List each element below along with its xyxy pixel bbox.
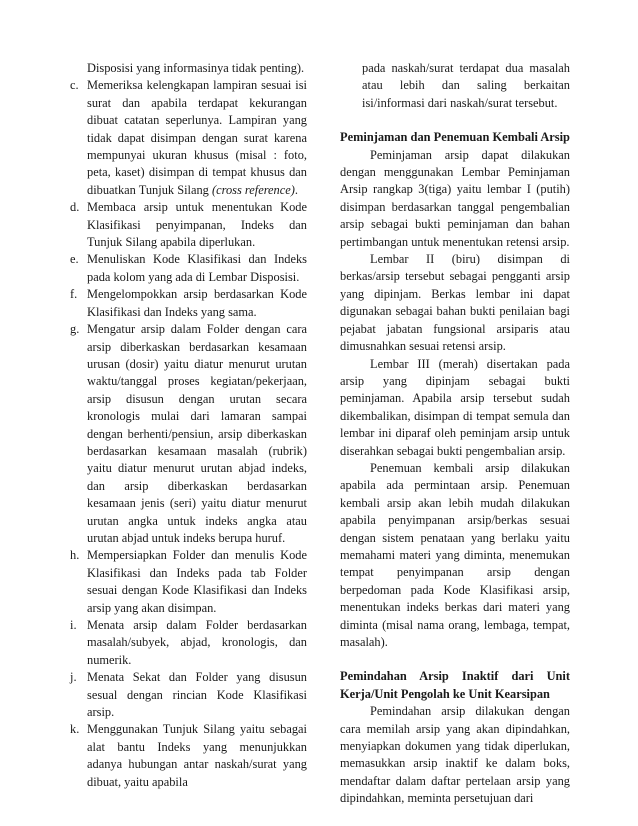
paragraph: Penemuan kembali arsip dilakukan apabila ada permintaan arsip. Penemuan kembali arsip akan lebih mudah dilakukan apabila penyimpanan arsip/berkas sesuai dengan sistem penataan yang berlaku yaitu memahami materi yang diminta, menemukan tempat penyimpanan arsip dengan berpedoman pada Kode Klasifikasi arsip, menentukan indeks berkas dari materi yang diminta (misal nama orang, lembaga, tempat, masalah). xyxy=(340,460,570,649)
list-item xyxy=(70,617,307,669)
list-item-text: Menggunakan Tunjuk Silang yaitu sebagai alat bantu Indeks yang menunjukkan adanya hubungan antar naskah/surat yang dibuat, yaitu apabila xyxy=(87,722,307,789)
left-column xyxy=(70,60,307,791)
italic-term: (cross reference) xyxy=(211,182,295,197)
list-marker: d. xyxy=(70,200,80,215)
paragraph: Pemindahan arsip dilakukan dengan cara memilah arsip yang akan dipindahkan, menyiapkan dokumen yang tidak diperlukan, memasukkan arsip inaktif ke dalam boks, mendaftar dalam daftar pertelaan arsip yang dipindahkan, meminta persetujuan dari xyxy=(340,704,570,806)
section-heading-peminjaman: Peminjaman dan Penemuan Kembali Arsip xyxy=(340,130,570,145)
list-marker: k. xyxy=(70,722,80,737)
list-item-text: Mengelompokkan arsip berdasarkan Kode Klasifikasi dan Indeks yang sama. xyxy=(87,287,307,319)
list-item-text: Menata Sekat dan Folder yang disusun sesual dengan rincian Kode Klasifikasi arsip. xyxy=(87,670,307,720)
list-marker: e. xyxy=(70,252,79,267)
right-column xyxy=(340,60,570,808)
list-marker: g. xyxy=(70,322,80,337)
list-marker: j. xyxy=(70,670,77,685)
list-item xyxy=(70,721,307,791)
list-item xyxy=(70,286,307,321)
list-item-text: Mengatur arsip dalam Folder dengan cara arsip diberkaskan berdasarkan kesamaan urusan (dosir) yaitu diatur menurut urutan waktu/tanggal proses kegiatan/pekerjaan, arsip disusun dengan urutan secara kronologis mulai dari lamaran sampai dengan berhenti/pensiun, arsip diberkaskan berdasarkan kesamaan masalah (rubrik) yaitu diatur menurut urutan abjad indeks, dan arsip diberkaskan berdasarkan kesamaan jenis (seri) yaitu diatur menurut urutan angka untuk indeks angka atau urutan abjad untuk indeks berupa huruf. xyxy=(87,322,307,545)
list-item-text: Menata arsip dalam Folder berdasarkan masalah/subyek, abjad, kronologis, dan numerik. xyxy=(87,618,307,667)
list-item xyxy=(70,77,307,199)
list-item-text: Membaca arsip untuk menentukan Kode Klasifikasi penyimpanan, Indeks dan Tunjuk Silang apabila diperlukan. xyxy=(87,200,307,250)
item-b-continuation: Disposisi yang informasinya tidak penting). xyxy=(87,61,305,75)
list-item-text: Mempersiapkan Folder dan menulis Kode Klasifikasi dan Indeks pada tab Folder sesuai dengan Kode Klasifikasi dan Indeks arsip yang akan disimpan. xyxy=(87,548,307,615)
paragraph: Peminjaman arsip dapat dilakukan dengan menggunakan Lembar Peminjaman Arsip rangkap 3(tiga) yaitu lembar I (putih) disimpan berdasarkan tanggal pengembalian arsip sebagai bukti peminjaman dan bahan pertimbangan untuk menentukan retensi arsip. xyxy=(340,147,570,249)
list-item-text: Memeriksa kelengkapan lampiran sesuai isi surat dan apabila terdapat kekurangan dibuat catatan seperlunya. Lampiran yang tidak dapat disimpan dengan surat karena mempunyai ukuran khusus (misal : foto, peta, kaset) disimpan di tempat khusus dan dibuatkan Tunjuk Silang (cross reference). xyxy=(87,78,307,197)
list-marker: i. xyxy=(70,618,77,632)
list-item xyxy=(70,547,307,617)
list-item xyxy=(70,321,307,547)
paragraph: Lembar II (biru) disimpan di berkas/arsip tersebut sebagai pengganti arsip yang dipinjam. Berkas lembar ini dapat digunakan sebagai bahan bukti penilaian bagi pejabat jabatan fungsional arsiparis atau dimusnahkan sesuai retensi arsip. xyxy=(340,252,570,354)
list-marker: c. xyxy=(70,78,79,93)
list-item xyxy=(70,251,307,286)
list-marker: f. xyxy=(70,287,78,302)
paragraph: Lembar III (merah) disertakan pada arsip yang dipinjam sebagai bukti peminjaman. Apabila arsip tersebut sudah dikembalikan, disimpan di tempat semula dan lembar ini diparaf oleh peminjam arsip untuk diserahkan sebagai bukti pengembalian arsip. xyxy=(340,356,570,458)
item-k-continuation: pada naskah/surat terdapat dua masalah atau lebih dan saling berkaitan isi/informasi dari naskah/surat tersebut. xyxy=(362,61,570,110)
list-item xyxy=(70,199,307,251)
list-item xyxy=(70,669,307,721)
list-item-text: Menuliskan Kode Klasifikasi dan Indeks pada kolom yang ada di Lembar Disposisi. xyxy=(87,252,307,284)
list-marker: h. xyxy=(70,548,80,563)
section-heading-pemindahan: Pemindahan Arsip Inaktif dari Unit Kerja/Unit Pengolah ke Unit Kearsipan xyxy=(340,669,570,701)
